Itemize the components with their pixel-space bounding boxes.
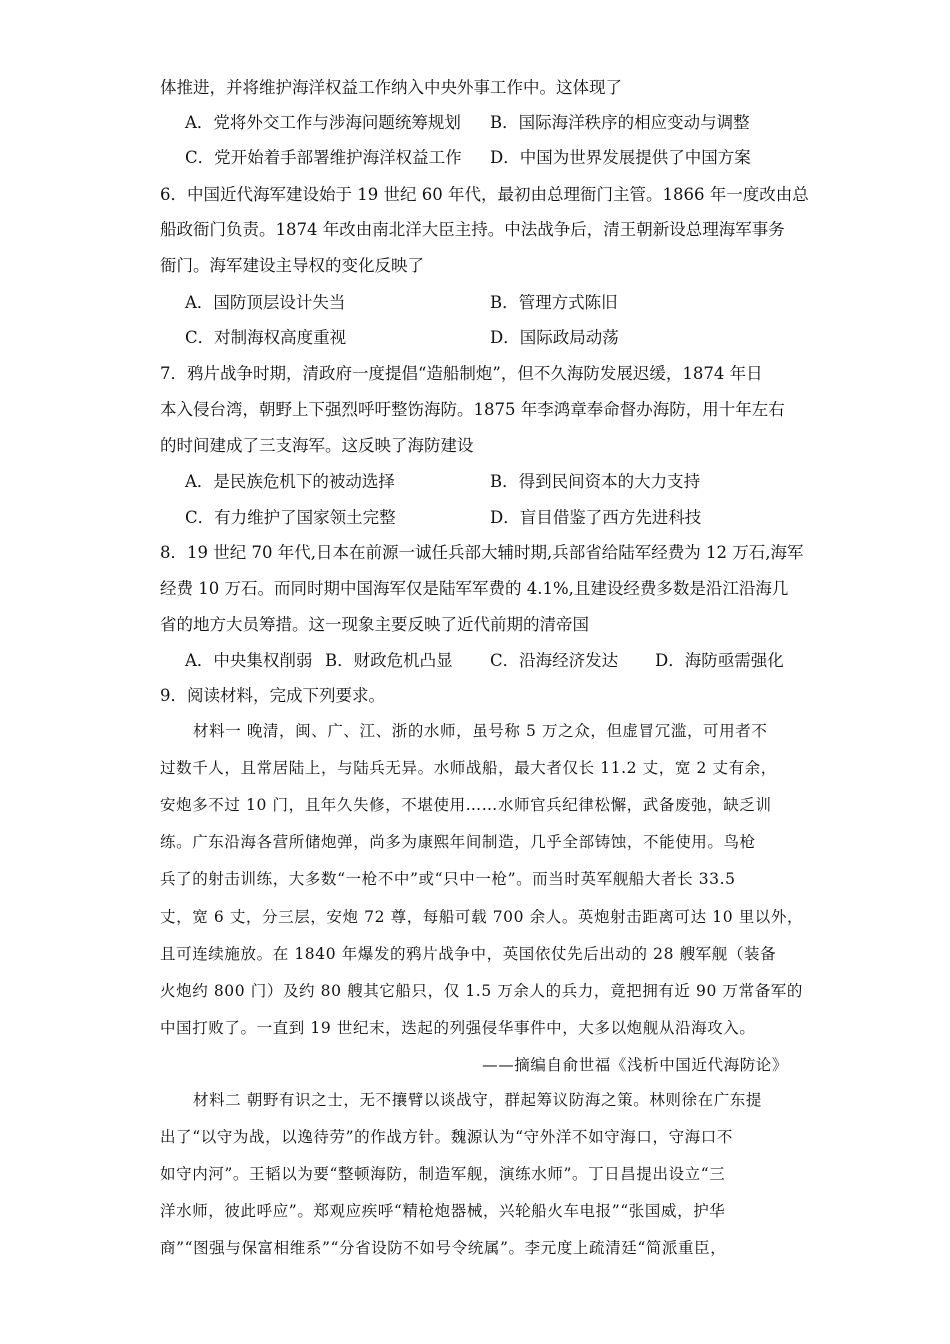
material2-line3: 如守内河”。王韬以为要“整顿海防，制造军舰，演练水师”。丁日昌提出设立“三 [160,1165,726,1183]
q6-option-b: B．管理方式陈旧 [490,293,618,312]
q8-option-b: B．财政危机凸显 [325,651,453,670]
material2-line4: 洋水师，彼此呼应”。郑观应疾呼“精枪炮器械，兴轮船火车电报”“张国威，护华 [160,1202,726,1220]
material1-line6: 丈，宽 6 丈，分三层，安炮 72 尊，每船可载 700 余人。英炮射击距离可达 10 里以外， [160,908,804,926]
q8-option-d: D．海防亟需强化 [655,651,784,670]
q7-option-a: A．是民族危机下的被动选择 [185,472,395,491]
q7-option-d: D．盲目借鉴了西方先进科技 [490,508,702,527]
q8-option-c: C．沿海经济发达 [490,651,619,670]
q6-option-d: D．国际政局动荡 [490,328,619,347]
q8-option-a: A．中央集权削弱 [185,651,313,670]
q5-stem-tail: 体推进，并将维护海洋权益工作纳入中央外事工作中。这体现了 [160,78,622,97]
q5-option-a: A．党将外交工作与涉海问题统筹规划 [185,113,461,132]
material1-source: ——摘编自俞世福《浅析中国近代海防论》 [482,1056,788,1074]
material1-line5: 兵了的射击训练，大多数“一枪不中”或“只中一枪”。而当时英军舰船大者长 33.5 [160,870,736,888]
q6-stem-line2: 船政衙门负责。1874 年改由南北洋大臣主持。中法战争后，清王朝新设总理海军事务 [160,220,785,239]
material1-line8: 火炮约 800 门）及约 80 艘其它船只，仅 1.5 万余人的兵力，竟把拥有近 90 万常备军的 [160,982,803,1000]
material1-line4: 练。广东沿海各营所储炮弹，尚多为康熙年间制造，几乎全部铸蚀，不能使用。鸟枪 [160,833,756,851]
q7-option-c: C．有力维护了国家领土完整 [185,508,396,527]
q7-stem-line3: 的时间建成了三支海军。这反映了海防建设 [160,436,474,455]
q6-stem-line3: 衙门。海军建设主导权的变化反映了 [160,256,424,275]
q5-option-b: B．国际海洋秩序的相应变动与调整 [490,113,750,132]
q7-stem-line1: 7．鸦片战争时期，清政府一度提倡“造船制炮”，但不久海防发展迟缓，1874 年日 [160,364,763,383]
material1-line7: 且可连续施放。在 1840 年爆发的鸦片战争中，英国依仗先后出动的 28 艘军舰（装备 [160,945,777,963]
q6-option-a: A．国防顶层设计失当 [185,293,346,312]
material1-line1: 材料一 晚清，闽、广、江、浙的水师，虽号称 5 万之众，但虚冒冗滥，可用者不 [193,722,768,740]
q5-option-d: D．中国为世界发展提供了中国方案 [490,148,751,167]
q8-stem-line1: 8．19 世纪 70 年代,日本在前源一诚任兵部大辅时期,兵部省给陆军经费为 12 万石,海军 [160,543,804,562]
material2-line5: 商”“图强与保富相维系”“分省设防不如号令统属”。李元度上疏清廷“简派重臣， [160,1239,727,1257]
material1-line2: 过数千人，且常居陆上，与陆兵无异。水师战船，最大者仅长 11.2 丈，宽 2 丈有余， [160,759,777,777]
q5-option-c: C．党开始着手部署维护海洋权益工作 [185,148,462,167]
q6-option-c: C．对制海权高度重视 [185,328,347,347]
q7-option-b: B．得到民间资本的大力支持 [490,472,701,491]
q8-stem-line3: 省的地方大员筹措。这一现象主要反映了近代前期的清帝国 [160,615,589,634]
material1-line9: 中国打败了。一直到 19 世纪末，迭起的列强侵华事件中，大多以炮舰从沿海攻入。 [160,1019,756,1037]
q6-stem-line1: 6．中国近代海军建设始于 19 世纪 60 年代，最初由总理衙门主管。1866 年一度改由总 [160,185,809,204]
q9-stem: 9．阅读材料，完成下列要求。 [160,686,385,705]
material2-line2: 出了“以守为战，以逸待劳”的作战方针。魏源认为“守外洋不如守海口，守海口不 [160,1128,733,1146]
q7-stem-line2: 本入侵台湾，朝野上下强烈呼吁整饬海防。1875 年李鸿章奉命督办海防，用十年左右 [160,400,785,419]
material1-line3: 安炮多不过 10 门，且年久失修，不堪使用……水师官兵纪律松懈，武备废弛，缺乏训 [160,796,772,814]
q8-stem-line2: 经费 10 万石。而同时期中国海军仅是陆军军费的 4.1%,且建设经费多数是沿江沿海几 [160,579,789,598]
material2-line1: 材料二 朝野有识之士，无不攘臂以谈战守，群起筹议防海之策。林则徐在广东提 [193,1091,763,1109]
